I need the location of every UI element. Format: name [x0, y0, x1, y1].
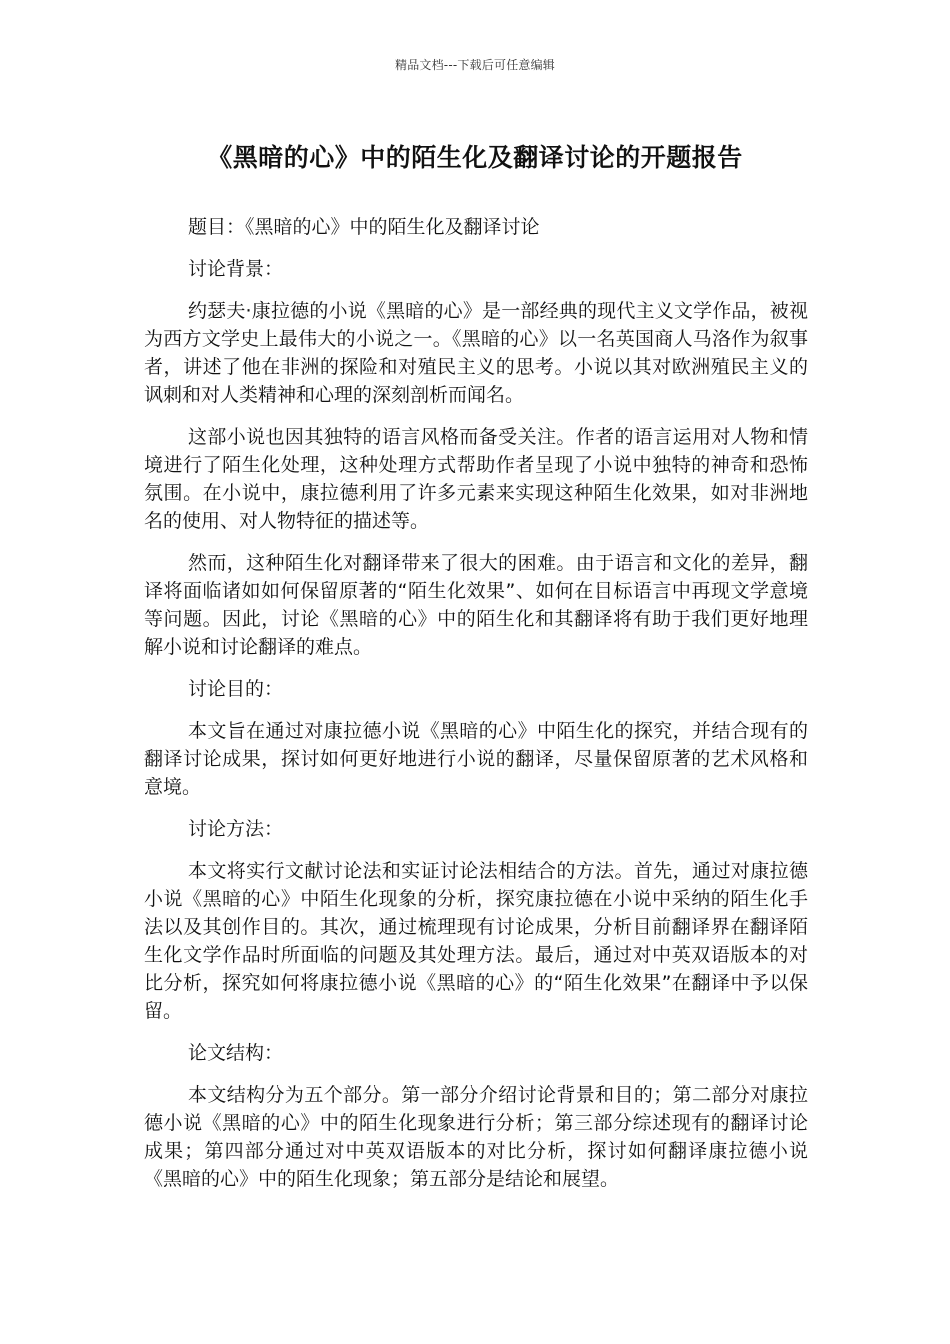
document-body — [144, 213, 808, 1207]
purpose-paragraph: 本文旨在通过对康拉德小说《黑暗的心》中陌生化的探究，并结合现有的翻译讨论成果，探讨如何更好地进行小说的翻译，尽量保留原著的艺术风格和意境。 — [144, 720, 808, 798]
header-note: 精品文档---下载后可任意编辑 — [395, 58, 555, 72]
method-heading: 讨论方法： — [188, 818, 284, 840]
structure-heading: 论文结构： — [188, 1042, 284, 1064]
background-paragraph-3: 然而，这种陌生化对翻译带来了很大的困难。由于语言和文化的差异，翻译将面临诸如如何保留原著的“陌生化效果”、如何在目标语言中再现文学意境等问题。因此，讨论《黑暗的心》中的陌生化和其翻译将有助于我们更好地理解小说和讨论翻译的难点。 — [144, 552, 808, 658]
purpose-heading: 讨论目的： — [188, 678, 284, 700]
method-paragraph: 本文将实行文献讨论法和实证讨论法相结合的方法。首先，通过对康拉德小说《黑暗的心》中陌生化现象的分析，探究康拉德在小说中采纳的陌生化手法以及其创作目的。其次，通过梳理现有讨论成果，分析目前翻译界在翻译陌生化文学作品时所面临的问题及其处理方法。最后，通过对中英双语版本的对比分析，探究如何将康拉德小说《黑暗的心》的“陌生化效果”在翻译中予以保留。 — [144, 860, 808, 1022]
background-paragraph-2: 这部小说也因其独特的语言风格而备受关注。作者的语言运用对人物和情境进行了陌生化处理，这种处理方式帮助作者呈现了小说中独特的神奇和恐怖氛围。在小说中，康拉德利用了许多元素来实现这种陌生化效果，如对非洲地名的使用、对人物特征的描述等。 — [144, 426, 808, 532]
document-title: 《黑暗的心》中的陌生化及翻译讨论的开题报告 — [207, 143, 743, 172]
background-paragraph-1: 约瑟夫·康拉德的小说《黑暗的心》是一部经典的现代主义文学作品，被视为西方文学史上最伟大的小说之一。《黑暗的心》以一名英国商人马洛作为叙事者，讲述了他在非洲的探险和对殖民主义的思考。小说以其对欧洲殖民主义的讽刺和对人类精神和心理的深刻剖析而闻名。 — [144, 300, 808, 406]
structure-paragraph: 本文结构分为五个部分。第一部分介绍讨论背景和目的；第二部分对康拉德小说《黑暗的心》中的陌生化现象进行分析；第三部分综述现有的翻译讨论成果；第四部分通过对中英双语版本的对比分析，探讨如何翻译康拉德小说《黑暗的心》中的陌生化现象；第五部分是结论和展望。 — [144, 1084, 808, 1190]
topic-line: 题目：《黑暗的心》中的陌生化及翻译讨论 — [188, 216, 540, 238]
background-heading: 讨论背景： — [188, 258, 284, 280]
